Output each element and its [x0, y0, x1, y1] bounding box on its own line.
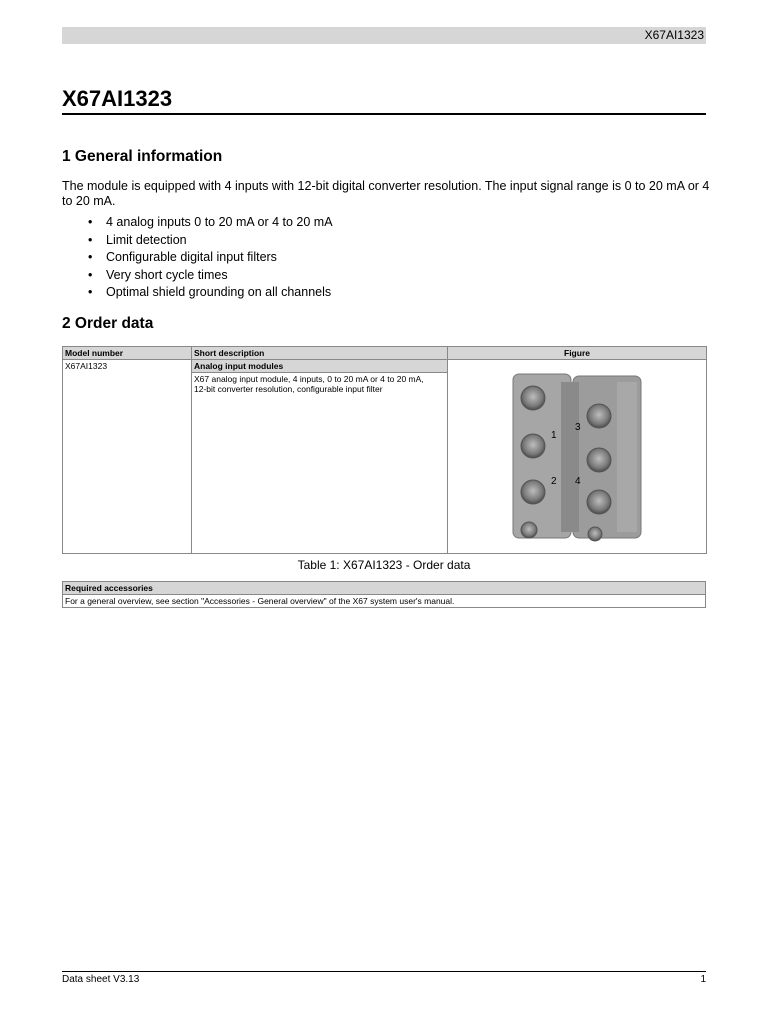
- section-heading-order: 2 Order data: [62, 315, 154, 332]
- accessories-text: For a general overview, see section "Accessories - General overview" of the X67 system user's manual.: [63, 595, 706, 608]
- accessories-table: [62, 581, 706, 608]
- bullet-icon: •: [88, 215, 93, 229]
- channel-label: 4: [575, 475, 581, 487]
- figure-cell: [448, 360, 707, 554]
- list-item: • Configurable digital input filters: [88, 249, 333, 267]
- bullet-icon: •: [88, 285, 93, 299]
- page-number: 1: [700, 974, 706, 985]
- footer-rule: [62, 971, 706, 972]
- accessories-header: Required accessories: [63, 582, 706, 595]
- col-header-figure: Figure: [448, 347, 707, 360]
- channel-label: 2: [551, 475, 557, 487]
- description-cell: X67 analog input module, 4 inputs, 0 to 20 mA or 4 to 20 mA, 12-bit converter resolution, configurable input filter: [192, 373, 448, 554]
- order-table: [62, 346, 707, 554]
- header-product: X67AI1323: [644, 28, 704, 42]
- list-item: • 4 analog inputs 0 to 20 mA or 4 to 20 mA: [88, 214, 333, 232]
- bullet-icon: •: [88, 267, 93, 282]
- bullet-icon: •: [88, 250, 93, 264]
- col-header-model: Model number: [63, 347, 192, 360]
- col-header-description: Short description: [192, 347, 448, 360]
- page-title: X67AI1323: [62, 86, 173, 111]
- bullet-icon: •: [88, 232, 93, 247]
- channel-label: 3: [575, 421, 581, 433]
- model-cell: X67AI1323: [63, 360, 192, 554]
- section-heading-general: 1 General information: [62, 148, 223, 165]
- list-item: • Optimal shield grounding on all channels: [88, 284, 333, 302]
- header-bar: [62, 27, 706, 44]
- module-image: [507, 368, 647, 544]
- list-item: • Very short cycle times: [88, 267, 333, 285]
- title-rule: [62, 113, 706, 115]
- channel-label: 1: [551, 429, 557, 441]
- feature-list: [88, 214, 333, 302]
- list-item: • Limit detection: [88, 232, 333, 250]
- table-caption: Table 1: X67AI1323 - Order data: [297, 558, 471, 572]
- general-paragraph: The module is equipped with 4 inputs with 12-bit digital converter resolution. The input signal range is 0 to 20 mA or 4 to 20 mA.: [62, 179, 710, 208]
- group-row: Analog input modules: [192, 360, 448, 373]
- footer-doc-version: Data sheet V3.13: [62, 974, 140, 985]
